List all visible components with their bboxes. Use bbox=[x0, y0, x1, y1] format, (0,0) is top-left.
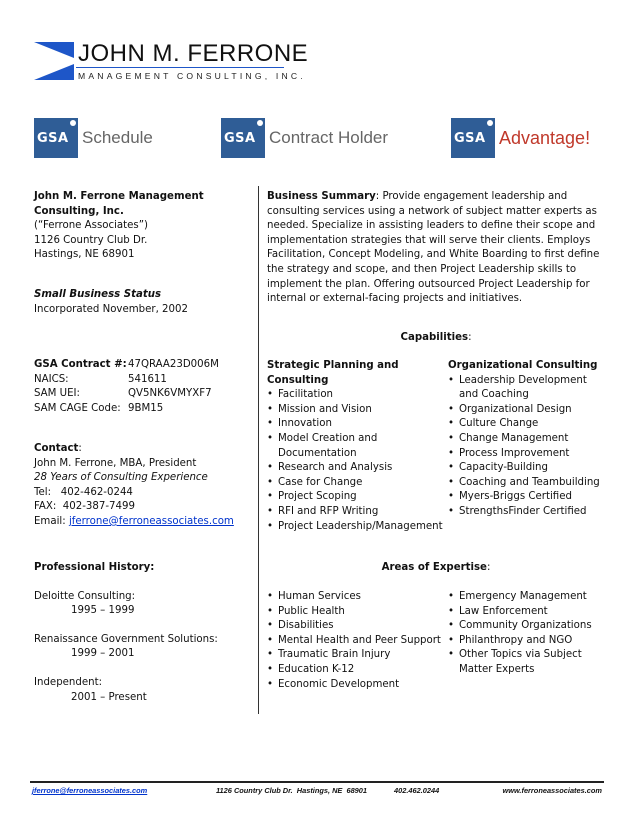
list-item: • Human Services bbox=[267, 590, 447, 605]
identifier-key: NAICS: bbox=[34, 373, 69, 385]
company-block bbox=[34, 190, 256, 263]
gsa-mark-icon: GSA bbox=[451, 118, 495, 158]
list-item: • Project Leadership/Management bbox=[267, 520, 439, 535]
list-item: • Leadership Development and Coaching bbox=[448, 374, 604, 403]
strategic-items bbox=[267, 388, 443, 534]
capabilities-heading: Capabilities: bbox=[400, 332, 472, 343]
list-item: • Innovation bbox=[267, 417, 439, 432]
history-heading: Professional History: bbox=[34, 562, 155, 573]
list-item: • Public Health bbox=[267, 605, 447, 620]
history-entry bbox=[34, 676, 256, 705]
identifier-key: SAM UEI: bbox=[34, 388, 80, 400]
history-entry bbox=[34, 590, 256, 619]
list-item: • Other Topics via Subject Matter Experts bbox=[448, 648, 587, 677]
organizational-items bbox=[448, 374, 604, 520]
history-years: 1995 – 1999 bbox=[71, 605, 135, 617]
identifier-key: GSA Contract #: bbox=[34, 359, 127, 370]
history-org: Independent: bbox=[34, 676, 103, 688]
list-item: • Law Enforcement bbox=[448, 605, 598, 620]
footer-phone: 402.462.0244 bbox=[394, 786, 440, 795]
organizational-consulting-list bbox=[448, 359, 604, 520]
list-item: • Myers-Briggs Certified bbox=[448, 490, 604, 505]
business-summary-text: : Provide engagement leadership and consulting services using a network of subject matter experts as needed. Specialize in assisting leaders to define their scope and implementation strategies that will serve their clients. Employs Facilitation, Concept Modeling, and White Boarding to first define the strategy and scope, and then Project Leadership skills to implement the plan. Offering outsourced Project Leadership for internal or external-facing projects and initiatives. bbox=[267, 191, 600, 305]
identifier-row bbox=[34, 387, 256, 402]
letterhead bbox=[34, 40, 309, 84]
identifier-row bbox=[34, 358, 256, 373]
contact-person: John M. Ferrone, MBA, President bbox=[34, 457, 197, 469]
gsa-mark-icon: GSA bbox=[34, 118, 78, 158]
list-item: • Mental Health and Peer Support bbox=[267, 634, 447, 649]
list-item: • Culture Change bbox=[448, 417, 604, 432]
history-entry bbox=[34, 633, 256, 662]
list-item: • Research and Analysis bbox=[267, 461, 439, 476]
contact-block bbox=[34, 442, 256, 530]
list-item: • StrengthsFinder Certified bbox=[448, 505, 604, 520]
expertise-right-list bbox=[448, 590, 598, 678]
contact-heading: Contact: bbox=[34, 443, 82, 454]
company-name-logo: JOHN M. FERRONE bbox=[78, 40, 309, 67]
identifier-value: QV5NK6VMYXF7 bbox=[128, 388, 212, 400]
list-item: • Mission and Vision bbox=[267, 403, 439, 418]
identifiers-block bbox=[34, 358, 256, 416]
list-item: • Change Management bbox=[448, 432, 604, 447]
business-status-heading: Small Business Status bbox=[34, 289, 162, 300]
identifier-value: 541611 bbox=[128, 373, 167, 385]
expertise-heading: Areas of Expertise: bbox=[381, 562, 491, 573]
contact-email-link[interactable]: jferrone@ferroneassociates.com bbox=[68, 515, 234, 527]
identifier-key: SAM CAGE Code: bbox=[34, 402, 121, 414]
footer-email-link[interactable]: jferrone@ferroneassociates.com bbox=[32, 786, 148, 795]
identifier-row bbox=[34, 373, 256, 388]
list-item: • Traumatic Brain Injury bbox=[267, 648, 447, 663]
business-summary bbox=[267, 190, 605, 307]
list-item: • Facilitation bbox=[267, 388, 439, 403]
list-item: • Coaching and Teambuilding bbox=[448, 476, 604, 491]
company-street: 1126 Country Club Dr. bbox=[34, 234, 148, 246]
list-item: • Disabilities bbox=[267, 619, 447, 634]
expertise-left-list bbox=[267, 590, 447, 692]
list-item: • Capacity-Building bbox=[448, 461, 604, 476]
list-item: • Emergency Management bbox=[448, 590, 598, 605]
strategic-planning-list bbox=[267, 359, 443, 534]
company-city: Hastings, NE 68901 bbox=[34, 249, 135, 261]
list-item: • Process Improvement bbox=[448, 447, 604, 462]
history-block bbox=[34, 561, 256, 705]
list-item: • Project Scoping bbox=[267, 490, 439, 505]
contact-fax: FAX: 402-387-7499 bbox=[34, 501, 135, 513]
business-status-block bbox=[34, 288, 256, 317]
gsa-schedule-logo bbox=[34, 118, 153, 158]
history-org: Deloitte Consulting: bbox=[34, 590, 136, 602]
history-years: 2001 – Present bbox=[71, 691, 147, 703]
list-item: • RFI and RFP Writing bbox=[267, 505, 439, 520]
company-alias: (“Ferrone Associates”) bbox=[34, 220, 148, 232]
identifier-value: 9BM15 bbox=[128, 402, 164, 414]
logo-rule bbox=[76, 67, 284, 68]
gsa-logo-label: Contract Holder bbox=[269, 128, 389, 147]
gsa-contract-holder-logo bbox=[221, 118, 388, 158]
history-org: Renaissance Government Solutions: bbox=[34, 633, 218, 645]
contact-email-line: Email: jferrone@ferroneassociates.com bbox=[34, 515, 234, 527]
gsa-advantage-logo bbox=[451, 118, 590, 158]
organizational-consulting-heading: Organizational Consulting bbox=[448, 360, 598, 371]
list-item: • Community Organizations bbox=[448, 619, 598, 634]
identifier-row bbox=[34, 402, 256, 417]
company-name: John M. Ferrone Management Consulting, Inc. bbox=[34, 191, 204, 217]
gsa-logo-label: Advantage! bbox=[499, 127, 591, 148]
identifier-value: 47QRAA23D006M bbox=[128, 359, 219, 370]
footer bbox=[32, 786, 602, 798]
contact-tel: Tel: 402-462-0244 bbox=[34, 486, 133, 498]
company-subtitle-logo: MANAGEMENT CONSULTING, INC. bbox=[78, 71, 306, 81]
list-item: • Model Creation and Documentation bbox=[267, 432, 388, 461]
business-summary-heading: Business Summary bbox=[267, 191, 376, 202]
gsa-logo-label: Schedule bbox=[82, 128, 153, 147]
gsa-mark-icon: GSA bbox=[221, 118, 265, 158]
list-item: • Case for Change bbox=[267, 476, 439, 491]
column-divider bbox=[258, 186, 259, 714]
list-item: • Education K-12 bbox=[267, 663, 447, 678]
business-status-text: Incorporated November, 2002 bbox=[34, 303, 188, 315]
strategic-planning-heading: Strategic Planning and Consulting bbox=[267, 360, 399, 386]
list-item: • Philanthropy and NGO bbox=[448, 634, 598, 649]
footer-rule bbox=[30, 781, 604, 783]
history-years: 1999 – 2001 bbox=[71, 648, 135, 660]
contact-experience: 28 Years of Consulting Experience bbox=[34, 472, 208, 484]
footer-address: 1126 Country Club Dr. Hastings, NE 68901 bbox=[216, 786, 368, 795]
footer-website: www.ferroneassociates.com bbox=[502, 786, 602, 795]
list-item: • Organizational Design bbox=[448, 403, 604, 418]
list-item: • Economic Development bbox=[267, 678, 447, 693]
